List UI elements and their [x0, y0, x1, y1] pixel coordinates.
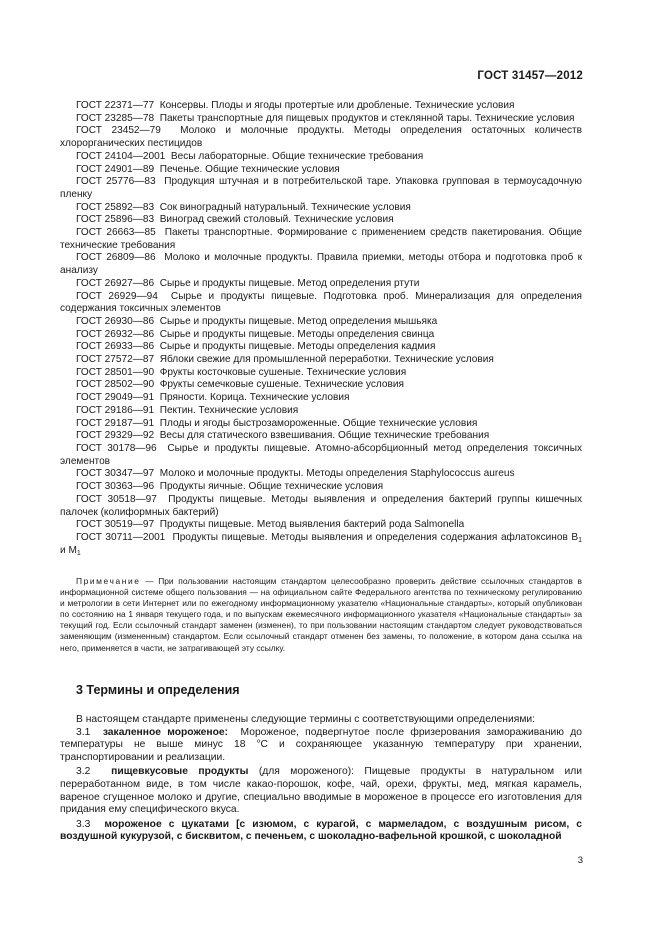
reference-item: ГОСТ 30347—97 Молоко и молочные продукты. Методы определения Staphylococcus aureus — [76, 468, 515, 480]
reference-item: ГОСТ 26663—85 Пакеты транспортные. Формирование с применением средств пакетирования. Общие технические требования — [60, 227, 582, 251]
reference-item: ГОСТ 22371—77 Консервы. Плоды и ягоды протертые или дробленые. Технические условия — [76, 100, 515, 111]
term-definition: 3.1 закаленное мороженое: Мороженое, подвергнутое после фризерования замораживанию до температуры не выше минус 18 °С и сохраняющее указанную температуру при хранении, транспортировании и реализации. — [60, 726, 582, 763]
reference-item: ГОСТ 29187—91 Плоды и ягоды быстрозамороженные. Общие технические условия — [76, 417, 478, 429]
term-definition: 3.2 пищевкусовые продукты (для мороженого): Пищевые продукты в натуральном или переработанном виде, в том числе какао-порошок, кофе, чай, орехи, фрукты, мед, мягкая карамель, вареное сгущенное молоко и другие, специально вводимые в мороженое в процессе его изготовления для придания ему специфического вкуса. — [60, 766, 582, 816]
reference-item: ГОСТ 25776—83 Продукция штучная и в потребительской таре. Упаковка групповая в термоусадочную пленку — [60, 176, 582, 200]
reference-item: ГОСТ 26933—86 Сырье и продукты пищевые. Методы определения кадмия — [76, 341, 436, 353]
term-name: закаленное мороженое: — [102, 726, 229, 738]
reference-item: ГОСТ 30711—2001 Продукты пищевые. Методы выявления и определения содержания афлатоксинов $B_1$ и $M_1$ — [60, 531, 583, 557]
reference-item: ГОСТ 30518—97 Продукты пищевые. Методы выявления и определения бактерий группы кишечных палочек (колиформных бактерий) — [60, 493, 583, 518]
reference-item: ГОСТ 26932—86 Сырье и продукты пищевые. Методы определения свинца — [76, 328, 435, 340]
section-title: 3 Термины и определения — [76, 683, 240, 697]
reference-item: ГОСТ 29049—91 Пряности. Корица. Технические условия — [76, 392, 350, 404]
section-body — [60, 714, 582, 844]
reference-note — [60, 576, 582, 654]
page-number: 3 — [577, 855, 583, 866]
reference-item: ГОСТ 28501—90 Фрукты косточковые сушеные. Технические условия — [76, 366, 407, 378]
reference-item: ГОСТ 26809—86 Молоко и молочные продукты. Правила приемки, методы отбора и подготовка проб к анализу — [60, 252, 582, 277]
reference-item: ГОСТ 29186—91 Пектин. Технические условия — [76, 404, 299, 416]
reference-item: ГОСТ 24901—89 Печенье. Общие технические условия — [76, 163, 340, 175]
reference-item: ГОСТ 23452—79 Молоко и молочные продукты. Методы определения остаточных количеств хлорорганических пестицидов — [60, 125, 582, 150]
reference-item: ГОСТ 29329—92 Весы для статического взвешивания. Общие технические требования — [76, 430, 490, 442]
reference-item: ГОСТ 27572—87 Яблоки свежие для промышленной переработки. Технические условия — [76, 354, 494, 366]
reference-item: ГОСТ 30363—96 Продукты яичные. Общие технические условия — [76, 481, 384, 493]
reference-item: ГОСТ 30178—96 Сырье и продукты пищевые. Атомно-абсорбционный метод определения токсичных элементов — [60, 442, 582, 467]
reference-item: ГОСТ 24104—2001 Весы лабораторные. Общие технические требования — [76, 150, 424, 162]
term-name: пищевкусовые продукты — [111, 766, 249, 778]
standard-code-header: ГОСТ 31457—2012 — [477, 70, 583, 82]
normative-references-list — [60, 100, 582, 557]
reference-item: ГОСТ 26930—86 Сырье и продукты пищевые. Метод определения мышьяка — [76, 315, 438, 327]
term-name: мороженое с цукатами [с изюмом, с курагой, с мармеладом, с воздушным рисом, с воздушной кукурузой, с бисквитом, с печеньем, с шоколадно-вафельной крошкой, с шоколадной — [60, 818, 582, 843]
reference-item: ГОСТ 28502—90 Фрукты семечковые сушеные. Технические условия — [76, 379, 404, 391]
term-definition: 3.3 мороженое с цукатами [с изюмом, с курагой, с мармеладом, с воздушным рисом, с воздушной кукурузой, с бисквитом, с печеньем, с шоколадно-вафельной крошкой, с шоколадной — [60, 818, 582, 843]
reference-item: ГОСТ 26927—86 Сырье и продукты пищевые. Метод определения ртути — [76, 277, 420, 289]
reference-item: ГОСТ 23285—78 Пакеты транспортные для пищевых продуктов и стеклянной тары. Технические условия — [76, 112, 575, 124]
reference-item: ГОСТ 30519—97 Продукты пищевые. Метод выявления бактерий рода Salmonella — [76, 519, 465, 531]
note-text: — При пользовании настоящим стандартом целесообразно проверить действие ссылочных стандартов в информационной системе общего пользования — на официальном сайте Федерального агентства по техническому регулированию и метрологии в сети Интернет или по ежегодному информационному указателю «Национальные стандарты», который опубликован по состоянию на 1 января текущего года, и по выпускам ежемесячного информационного указателя «Национальные стандарты» за текущий год. Если ссылочный стандарт заменен (изменен), то при пользовании настоящим стандартом следует руководствоваться заменяющим (измененным) стандартом. Если ссылочный стандарт отменен без замены, то положение, в котором дана ссылка на него, применяется в части, не затрагивающей эту ссылку. — [60, 576, 583, 653]
reference-item: ГОСТ 26929—94 Сырье и продукты пищевые. Подготовка проб. Минерализация для определения содержания токсичных элементов — [60, 290, 582, 315]
note-label: Примечание — [76, 576, 141, 586]
reference-item: ГОСТ 25896—83 Виноград свежий столовый. Технические условия — [76, 214, 394, 226]
section-intro: В настоящем стандарте применены следующие термины с соответствующими определениями: — [76, 714, 536, 725]
reference-item: ГОСТ 25892—83 Сок виноградный натуральный. Технические условия — [76, 201, 411, 213]
